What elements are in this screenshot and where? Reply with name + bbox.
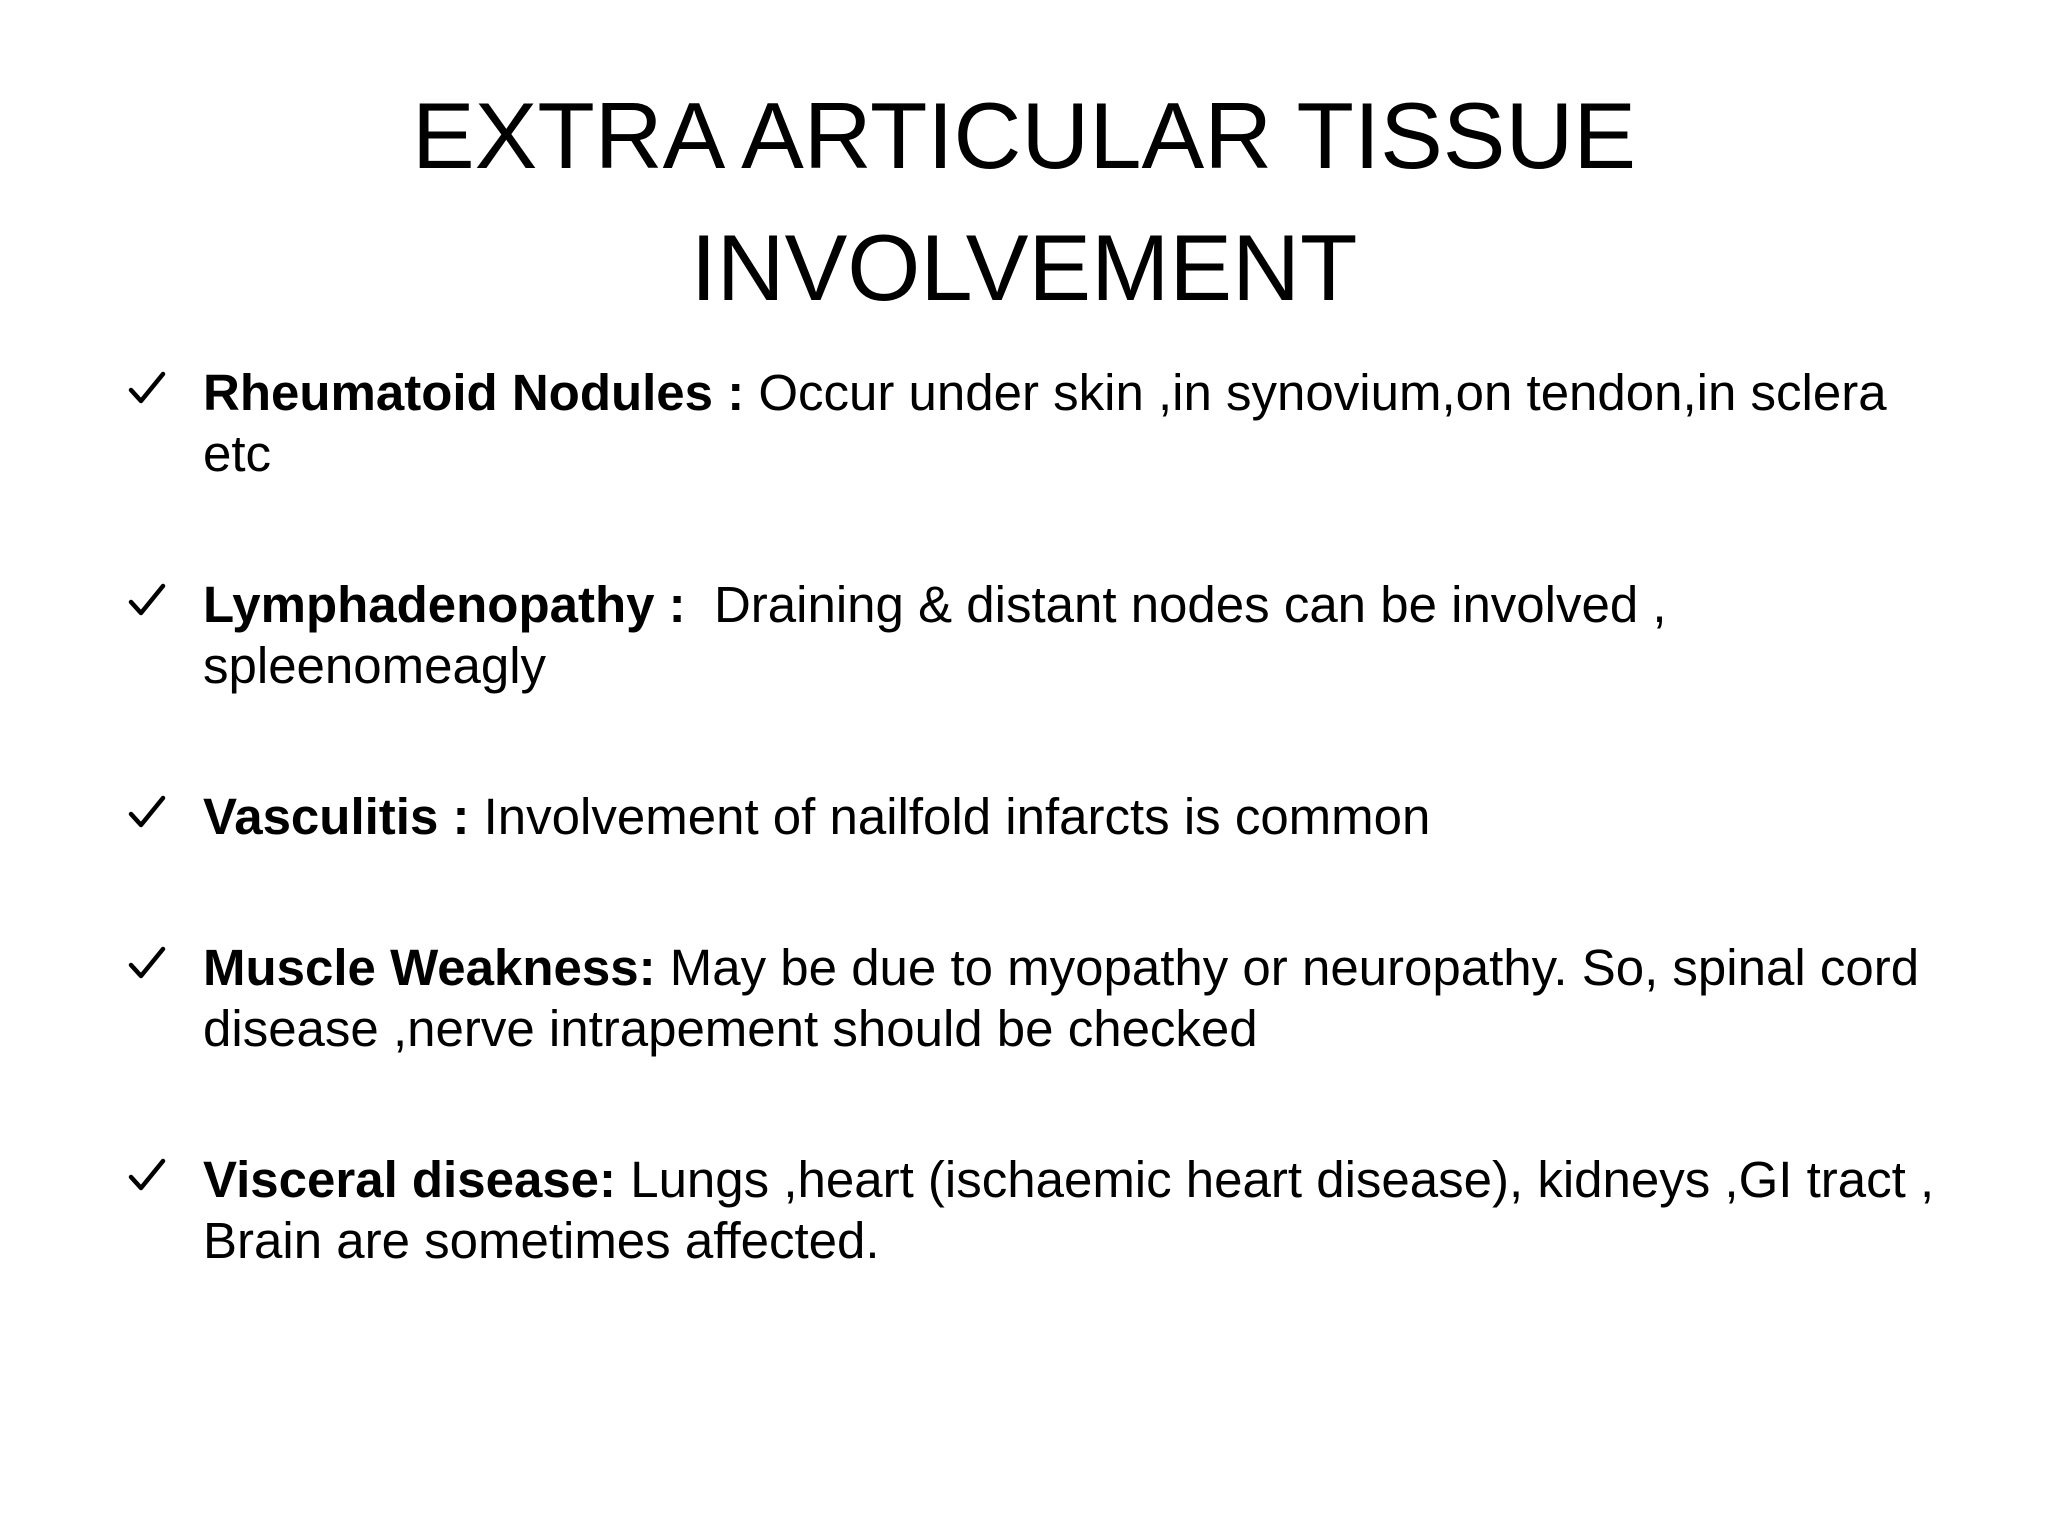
title-line-2: INVOLVEMENT: [690, 215, 1358, 320]
bullet-rheumatoid-nodules: [128, 362, 1958, 484]
checkmark-icon: [128, 371, 166, 405]
bullet-text: Lungs ,heart (ischaemic heart disease), kidneys ,GI tract , Brain are sometimes affected.: [203, 1151, 1935, 1269]
bullet-term: Visceral disease:: [203, 1151, 617, 1208]
checkmark-icon: [128, 1158, 166, 1192]
bullet-visceral-disease: [128, 1149, 1958, 1271]
bullet-term: Vasculitis :: [203, 788, 470, 845]
title-line-1: EXTRA ARTICULAR TISSUE: [411, 83, 1637, 188]
bullet-list: [128, 362, 1958, 1271]
checkmark-icon: [128, 795, 166, 829]
bullet-lymphadenopathy: [128, 574, 1958, 696]
bullet-term: Rheumatoid Nodules :: [203, 364, 745, 421]
checkmark-icon: [128, 946, 166, 980]
bullet-vasculitis: [128, 786, 1958, 847]
slide-title: [0, 70, 2048, 334]
bullet-muscle-weakness: [128, 937, 1958, 1059]
bullet-text: May be due to myopathy or neuropathy. So, spinal cord disease ,nerve intrapement should be checked: [203, 939, 1920, 1057]
bullet-text: Draining & distant nodes can be involved , spleenomeagly: [203, 576, 1681, 694]
bullet-term: Lymphadenopathy :: [203, 576, 686, 633]
bullet-text: Involvement of nailfold infarcts is common: [469, 788, 1431, 845]
checkmark-icon: [128, 583, 166, 617]
bullet-term: Muscle Weakness:: [203, 939, 656, 996]
bullet-text: Occur under skin ,in synovium,on tendon,in sclera etc: [203, 364, 1887, 482]
